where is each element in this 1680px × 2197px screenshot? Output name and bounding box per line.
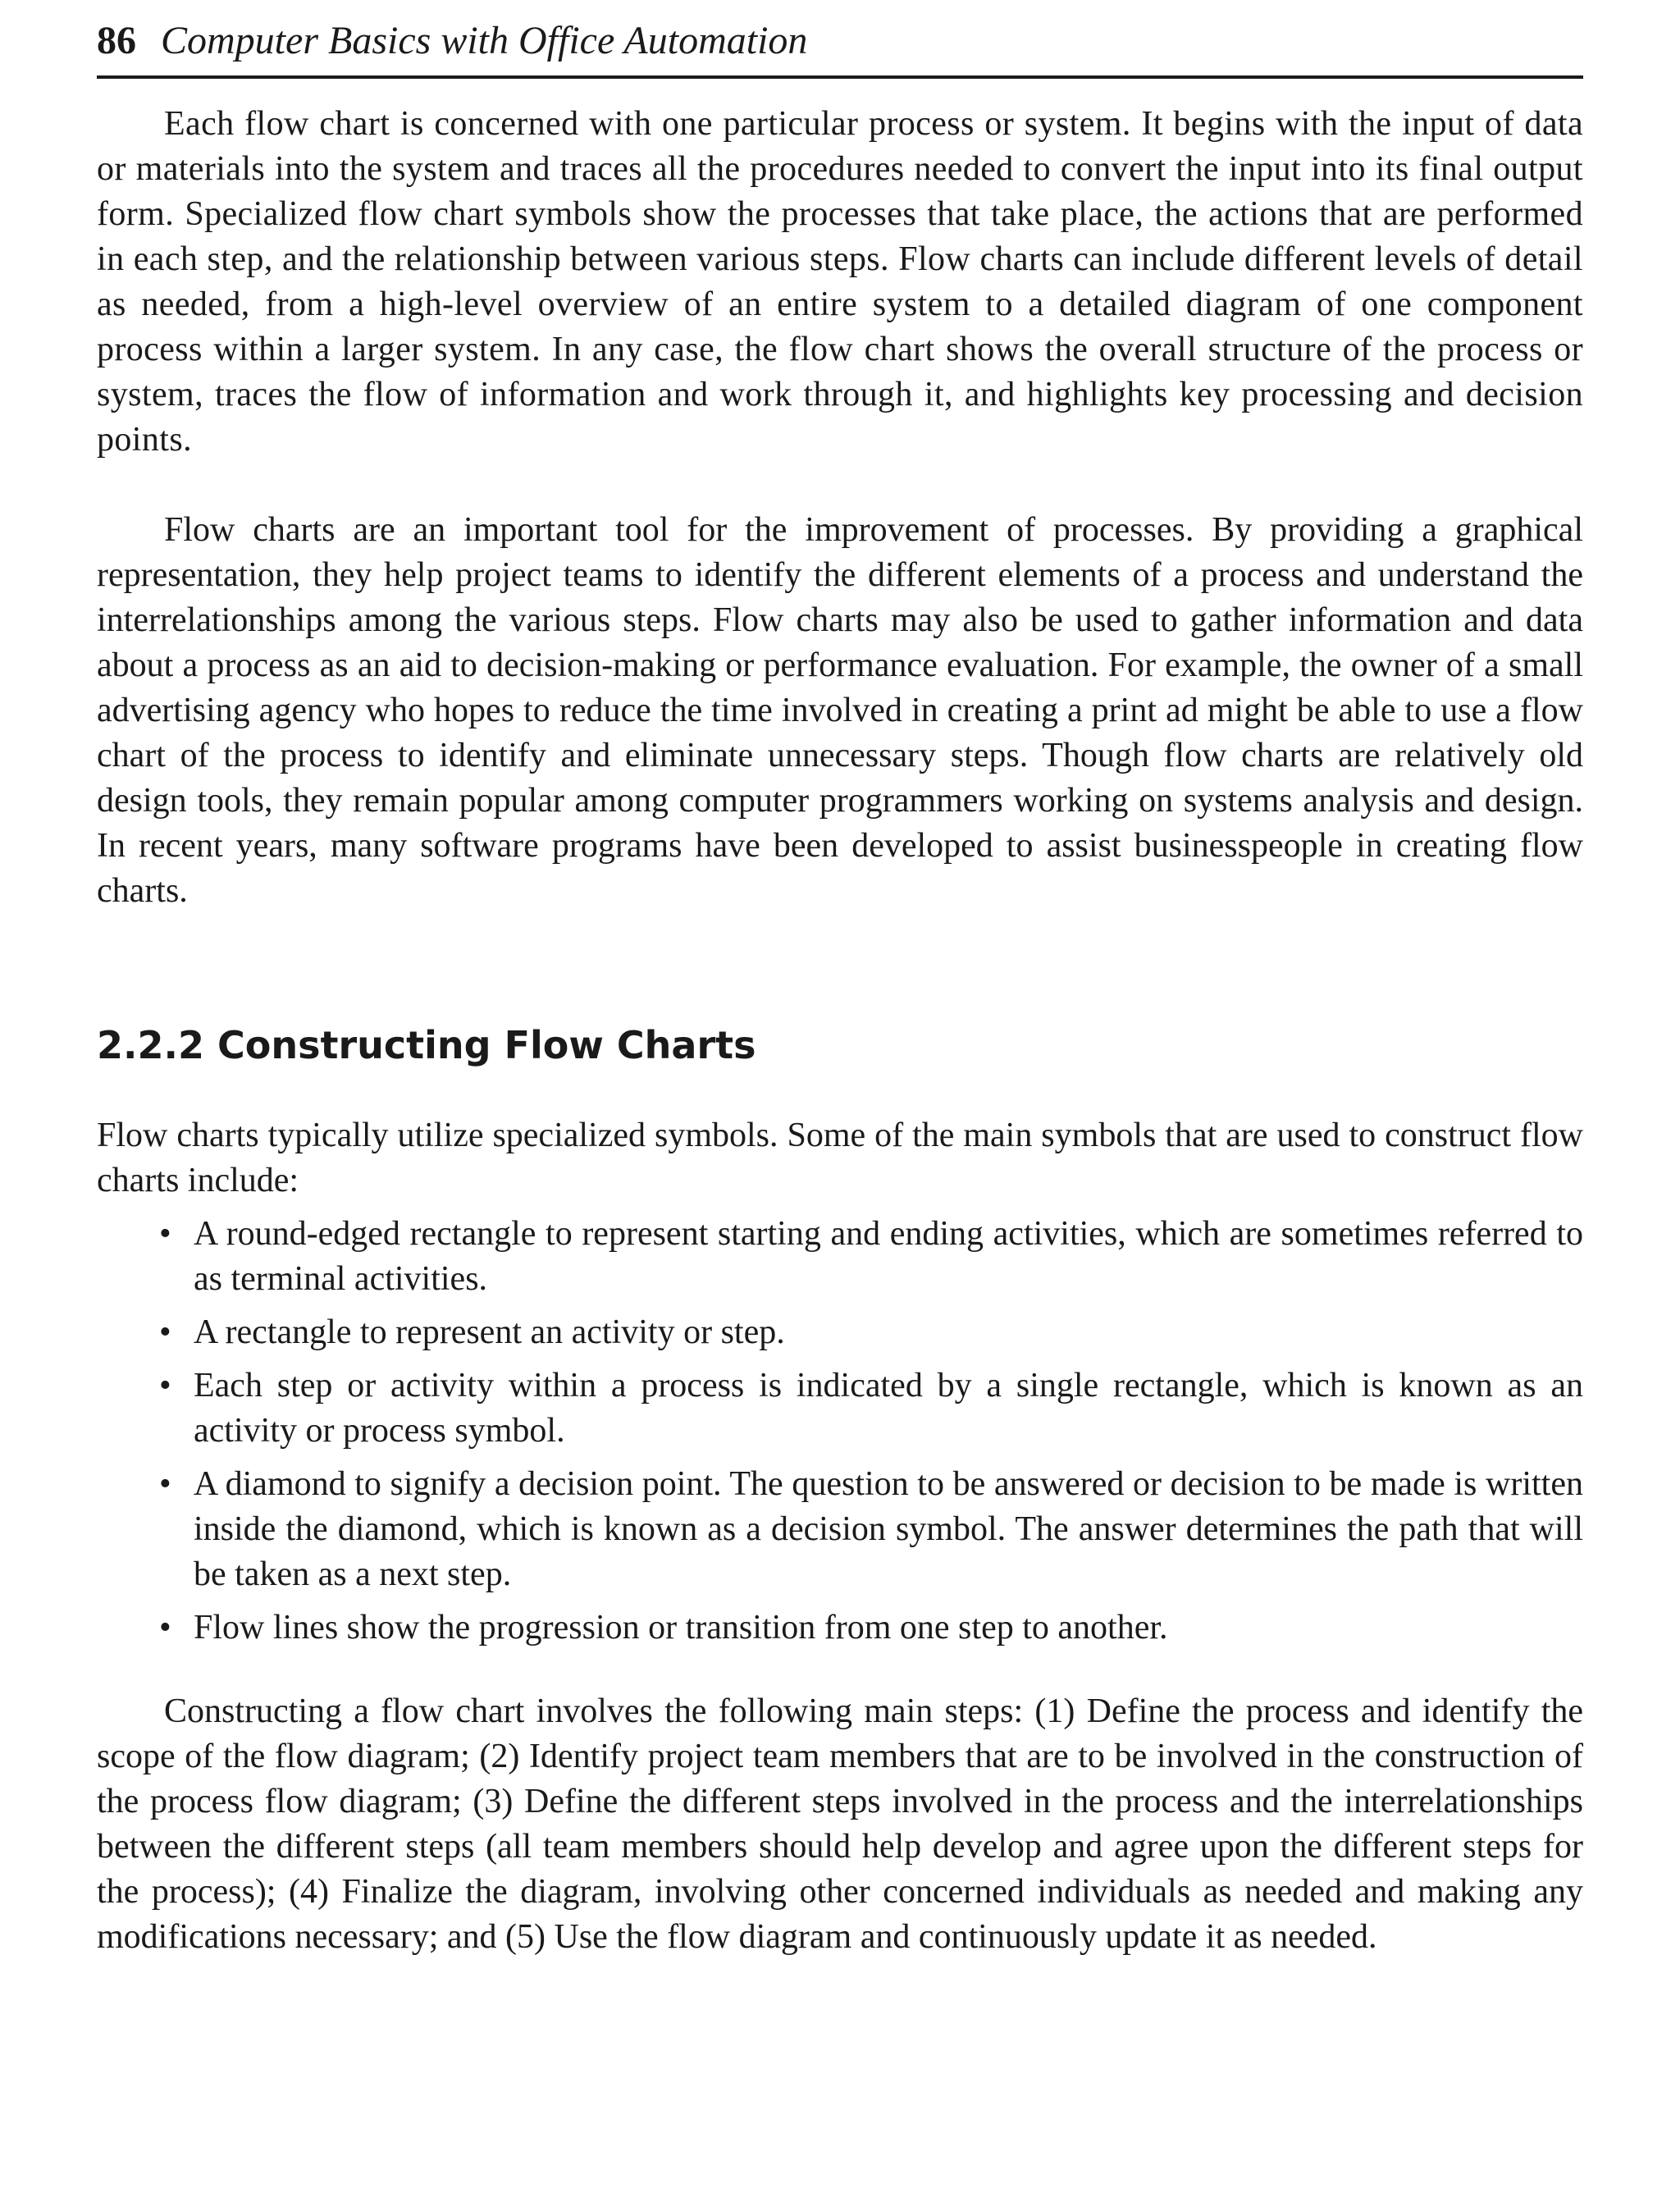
section-heading: 2.2.2 Constructing Flow Charts (97, 1023, 756, 1067)
list-item (97, 1462, 1583, 1597)
list-item (97, 1212, 1583, 1302)
bullet-icon: • (159, 1609, 171, 1647)
book-title: Computer Basics with Office Automation (161, 19, 808, 62)
list-item-text: A rectangle to represent an activity or step. (194, 1313, 785, 1351)
paragraph-flowchart-overview: Each flow chart is concerned with one particular process or system. It begins with the input of data or materials into the system and traces all the procedures needed to convert the input into its final output form. Specialized flow chart symbols show the processes that take place, the actions that are performed in each step, and the relationship between various steps. Flow charts can include different levels of detail as needed, from a high-level overview of an entire system to a detailed diagram of one component process within a larger system. In any case, the flow chart shows the overall structure of the process or system, traces the flow of information and work through it, and highlights key processing and decision points. (97, 105, 1583, 459)
bullet-icon: • (159, 1465, 171, 1503)
page-number: 86 (97, 19, 136, 62)
list-item (97, 1606, 1583, 1651)
list-item-text: A round-edged rectangle to represent starting and ending activities, which are sometimes referred to as terminal activities. (194, 1215, 1583, 1298)
running-head (97, 18, 1583, 79)
bullet-icon: • (159, 1367, 171, 1405)
list-item (97, 1363, 1583, 1454)
paragraph-flowchart-importance: Flow charts are an important tool for the improvement of processes. By providing a graphical representation, they help project teams to identify the different elements of a process and understand the interrelationships among the various steps. Flow charts may also be used to gather information and data about a process as an aid to decision-making or performance evaluation. For example, the owner of a small advertising agency who hopes to reduce the time involved in creating a print ad might be able to use a flow chart of the process to identify and eliminate unnecessary steps. Though flow charts are relatively old design tools, they remain popular among computer programmers working on systems analysis and design. In recent years, many software programs have been developed to assist businesspeople in creating flow charts. (97, 511, 1583, 910)
bullet-icon: • (159, 1215, 171, 1253)
list-item (97, 1310, 1583, 1355)
symbol-list (97, 1212, 1583, 1659)
paragraph-construction-steps: Constructing a flow chart involves the following main steps: (1) Define the process and identify the scope of the flow diagram; (2) Identify project team members that are to be involved in the construction of the process flow diagram; (3) Define the different steps involved in the process and the interrelationships between the different steps (all team members should help develop and agree upon the different steps for the process); (4) Finalize the diagram, involving other concerned individuals as needed and making any modifications necessary; and (5) Use the flow diagram and continuously update it as needed. (97, 1692, 1583, 1956)
list-item-text: Each step or activity within a process is indicated by a single rectangle, which is known as an activity or process symbol. (194, 1367, 1583, 1450)
list-item-text: A diamond to signify a decision point. The question to be answered or decision to be made is written inside the diamond, which is known as a decision symbol. The answer determines the path that will be taken as a next step. (194, 1465, 1583, 1593)
list-item-text: Flow lines show the progression or transition from one step to another. (194, 1609, 1168, 1647)
bullet-icon: • (159, 1313, 171, 1351)
section-intro: Flow charts typically utilize specialized symbols. Some of the main symbols that are used to construct flow charts include: (97, 1117, 1583, 1199)
